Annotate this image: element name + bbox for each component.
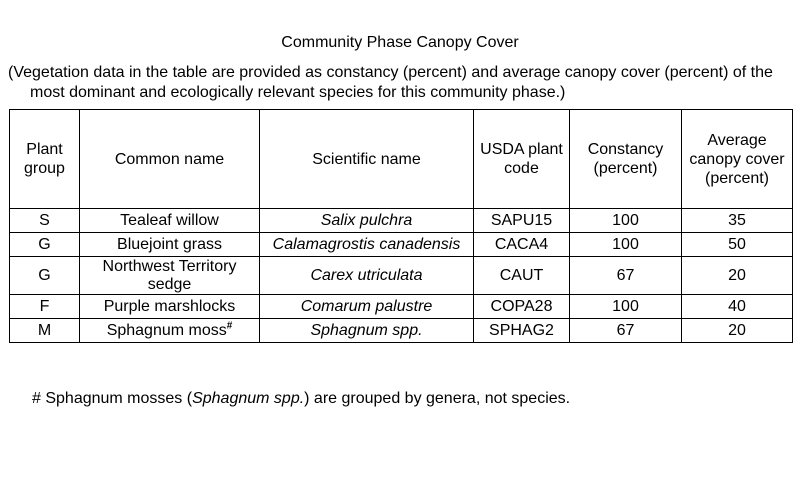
cell-plant-group: G (10, 233, 80, 257)
table-row (10, 319, 793, 343)
cell-scientific-name: Carex utriculata (260, 257, 474, 295)
cell-scientific-name: Salix pulchra (260, 209, 474, 233)
cell-constancy: 67 (570, 257, 682, 295)
cell-constancy: 100 (570, 295, 682, 319)
table-row (10, 257, 793, 295)
cell-canopy-cover: 20 (682, 319, 793, 343)
cell-usda-code: CAUT (474, 257, 570, 295)
cell-constancy: 67 (570, 319, 682, 343)
table-header-row (10, 110, 793, 209)
cell-canopy-cover: 40 (682, 295, 793, 319)
header-usda-code: USDA plant code (474, 110, 570, 209)
cell-common-name: Northwest Territory sedge (80, 257, 260, 295)
footnote-lead: # Sphagnum mosses ( (32, 390, 193, 407)
cell-scientific-name: Comarum palustre (260, 295, 474, 319)
canopy-cover-table (9, 109, 793, 343)
header-common-name: Common name (80, 110, 260, 209)
footnote-rest: ) are grouped by genera, not species. (304, 390, 571, 407)
table-row (10, 295, 793, 319)
page-title: Community Phase Canopy Cover (281, 34, 519, 51)
cell-plant-group: S (10, 209, 80, 233)
header-canopy-cover: Average canopy cover (percent) (682, 110, 793, 209)
footnote-genus: Sphagnum spp. (192, 390, 305, 407)
table-footnote (32, 389, 570, 409)
cell-usda-code: SPHAG2 (474, 319, 570, 343)
table-row (10, 209, 793, 233)
cell-canopy-cover: 50 (682, 233, 793, 257)
footnote-marker: # (226, 320, 233, 332)
header-plant-group: Plant group (10, 110, 80, 209)
cell-usda-code: COPA28 (474, 295, 570, 319)
cell-scientific-name: Calamagrostis canadensis (260, 233, 474, 257)
table-row (10, 233, 793, 257)
cell-plant-group: M (10, 319, 80, 343)
cell-common-name (80, 319, 260, 343)
header-scientific-name: Scientific name (260, 110, 474, 209)
table-description: (Vegetation data in the table are provided as constancy (percent) and average canopy cover (percent) of the most dominant and ecologically relevant species for this community phase.) (8, 64, 773, 101)
cell-usda-code: SAPU15 (474, 209, 570, 233)
cell-scientific-name: Sphagnum spp. (260, 319, 474, 343)
cell-plant-group: F (10, 295, 80, 319)
cell-constancy: 100 (570, 233, 682, 257)
cell-common-name: Tealeaf willow (80, 209, 260, 233)
cell-canopy-cover: 35 (682, 209, 793, 233)
cell-common-name: Purple marshlocks (80, 295, 260, 319)
cell-constancy: 100 (570, 209, 682, 233)
cell-canopy-cover: 20 (682, 257, 793, 295)
cell-common-name: Bluejoint grass (80, 233, 260, 257)
common-name-text: Sphagnum moss (106, 321, 227, 339)
cell-plant-group: G (10, 257, 80, 295)
header-constancy: Constancy (percent) (570, 110, 682, 209)
cell-usda-code: CACA4 (474, 233, 570, 257)
